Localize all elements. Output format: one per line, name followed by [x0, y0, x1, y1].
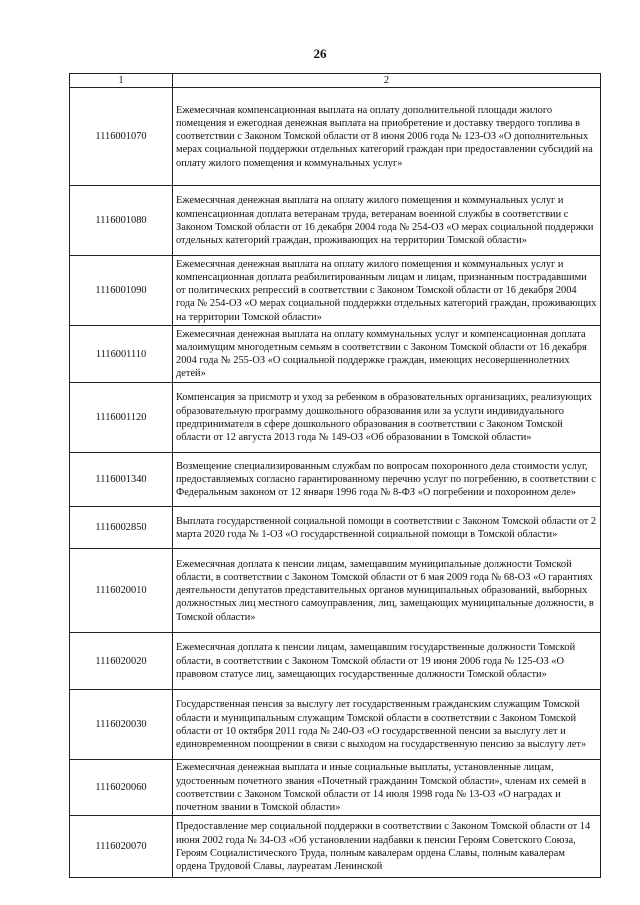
row-description: Компенсация за присмотр и уход за ребенком в образовательных организациях, реализующих образовательную программу дошкольного образования или за услуги индивидуального предпринимателя в сфере дошкольного образования в соответствии с Законом Томской области от 12 августа 2013 года № 149-ОЗ «Об образовании в Томской области»	[173, 383, 601, 453]
row-code: 1116001120	[70, 383, 173, 453]
page-number: 26	[313, 46, 327, 61]
table-row	[70, 326, 601, 383]
table-row	[70, 507, 601, 549]
row-description: Ежемесячная компенсационная выплата на оплату дополнительной площади жилого помещения и ежегодная денежная выплата на приобретение и доставку твердого топлива в соответствии с Законом Томской области от 8 июня 2006 года № 123-ОЗ «О дополнительных мерах социальной поддержки отдельных категорий граждан при предоставлении субсидий на оплату жилого помещения и коммунальных услуг»	[173, 88, 601, 186]
table-row	[70, 690, 601, 760]
column-header-code: 1	[70, 74, 173, 88]
row-description: Ежемесячная денежная выплата и иные социальные выплаты, установленные лицам, удостоенным почетного звания «Почетный гражданин Томской области», членам их семей в соответствии с Законом Томской области от 14 июля 1998 года № 13-ОЗ «О наградах и почетном звании в Томской области»	[173, 760, 601, 816]
row-code: 1116020010	[70, 549, 173, 633]
row-description: Ежемесячная доплата к пенсии лицам, замещавшим государственные должности Томской области, в соответствии с Законом Томской области от 19 июня 2006 года № 125-ОЗ «О правовом статусе лиц, замещающих государственные должности Томской области»	[173, 633, 601, 690]
table-row	[70, 453, 601, 507]
table-row	[70, 383, 601, 453]
row-code: 1116002850	[70, 507, 173, 549]
table-header-row	[70, 74, 601, 88]
row-description: Возмещение специализированным службам по вопросам похоронного дела стоимости услуг, предоставляемых согласно гарантированному перечню услуг по погребению, в соответствии с Федеральным законом от 12 января 1996 года № 8-ФЗ «О погребении и похоронном деле»	[173, 453, 601, 507]
row-code: 1116001070	[70, 88, 173, 186]
row-code: 1116020060	[70, 760, 173, 816]
table-row	[70, 256, 601, 326]
row-description: Государственная пенсия за выслугу лет государственным гражданским служащим Томской области и муниципальным служащим Томской области в соответствии с Законом Томской области от 10 октября 2011 года № 240-ОЗ «О государственной пенсии за выслугу лет и единовременном поощрении в связи с выходом на государственную пенсию за выслугу лет»	[173, 690, 601, 760]
table-row	[70, 88, 601, 186]
row-description: Ежемесячная денежная выплата на оплату жилого помещения и коммунальных услуг и компенсационная доплата реабилитированным лицам и лицам, признанным пострадавшими от политических репрессий в соответствии с Законом Томской области от 16 декабря 2004 года № 254-ОЗ «О мерах социальной поддержки отдельных категорий граждан, проживающих на территории Томской области»	[173, 256, 601, 326]
table-row	[70, 816, 601, 878]
budget-code-table	[69, 73, 601, 878]
row-code: 1116001090	[70, 256, 173, 326]
row-code: 1116020030	[70, 690, 173, 760]
row-code: 1116020070	[70, 816, 173, 878]
column-header-description: 2	[173, 74, 601, 88]
table-row	[70, 186, 601, 256]
row-code: 1116001340	[70, 453, 173, 507]
row-code: 1116020020	[70, 633, 173, 690]
row-description: Предоставление мер социальной поддержки в соответствии с Законом Томской области от 14 июня 2002 года № 34-ОЗ «Об установлении надбавки к пенсии Героям Советского Союза, Героям Социалистического Труда, полным кавалерам ордена Славы, полным кавалерам ордена Трудовой Славы, лауреатам Ленинской	[173, 816, 601, 878]
table-row	[70, 633, 601, 690]
row-description: Ежемесячная денежная выплата на оплату жилого помещения и коммунальных услуг и компенсационная доплата ветеранам труда, ветеранам военной службы в соответствии с Законом Томской области от 16 декабря 2004 года № 254-ОЗ «О мерах социальной поддержки отдельных категорий граждан, проживающих на территории Томской области»	[173, 186, 601, 256]
row-description: Ежемесячная доплата к пенсии лицам, замещавшим муниципальные должности Томской области, в соответствии с Законом Томской области от 6 мая 2009 года № 68-ОЗ «О гарантиях деятельности депутатов представительных органов муниципальных образований, выборных должностных лиц местного самоуправления, лиц, замещающих муниципальные должности, в Томской области»	[173, 549, 601, 633]
row-code: 1116001110	[70, 326, 173, 383]
table-row	[70, 760, 601, 816]
row-description: Ежемесячная денежная выплата на оплату коммунальных услуг и компенсационная доплата малоимущим многодетным семьям в соответствии с Законом Томской области от 16 декабря 2004 года № 255-ОЗ «О социальной поддержке граждан, имеющих несовершеннолетних детей»	[173, 326, 601, 383]
row-code: 1116001080	[70, 186, 173, 256]
table-row	[70, 549, 601, 633]
row-description: Выплата государственной социальной помощи в соответствии с Законом Томской области от 2 марта 2020 года № 1-ОЗ «О государственной социальной помощи в Томской области»	[173, 507, 601, 549]
